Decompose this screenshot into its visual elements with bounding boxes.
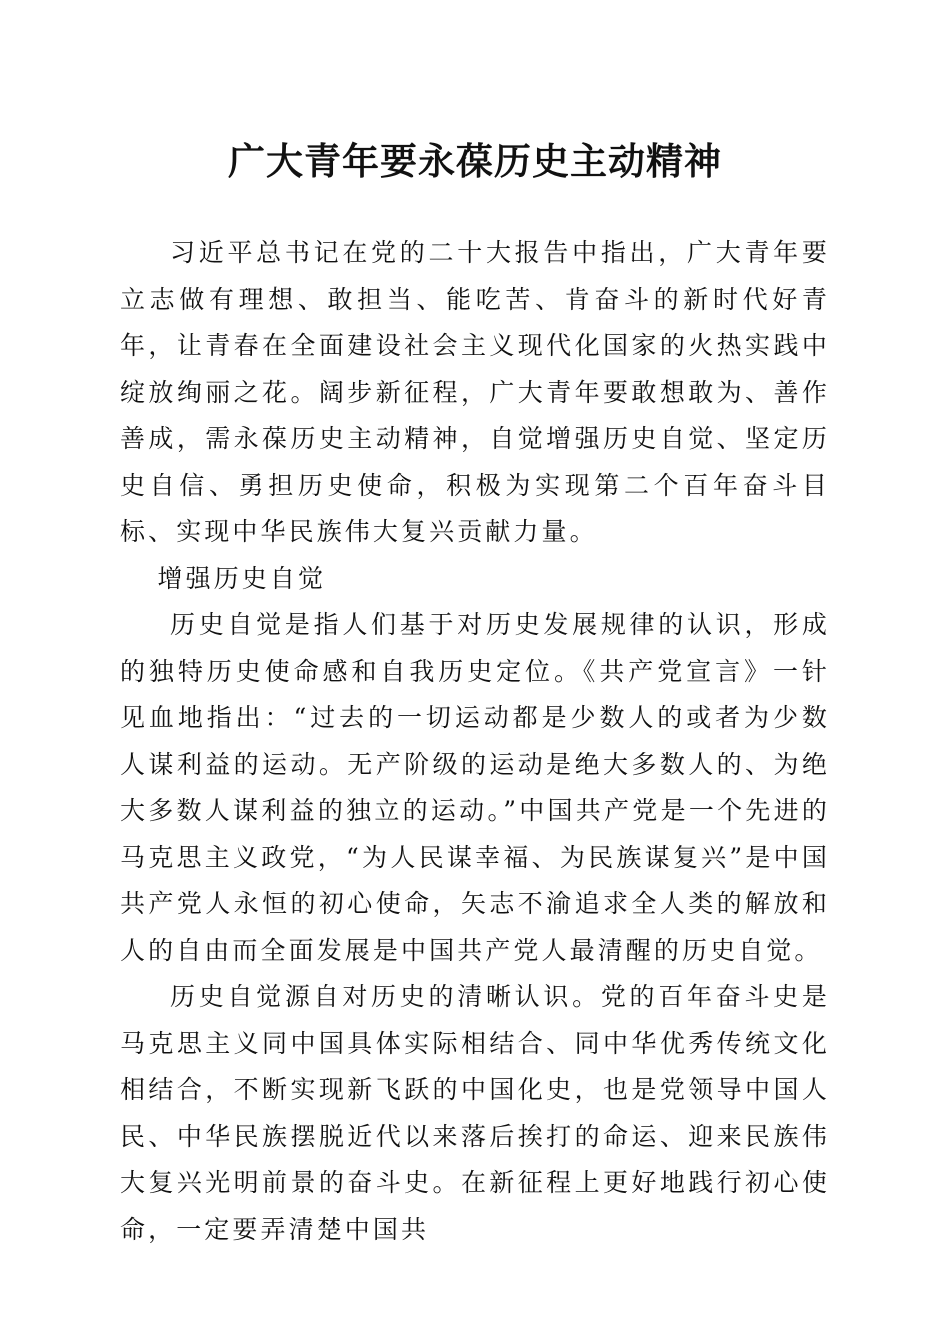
paragraph-history-awareness: 历史自觉是指人们基于对历史发展规律的认识，形成的独特历史使命感和自我历史定位。《共产党宣言》一针见血地指出：“过去的一切运动都是少数人的或者为少数人谋利益的运动。无产阶级的运动是绝大多数人的、为绝大多数人谋利益的独立的运动。”中国共产党是一个先进的马克思主义政党，“为人民谋幸福、为民族谋复兴”是中国共产党人永恒的初心使命，矢志不渝追求全人类的解放和人的自由而全面发展是中国共产党人最清醒的历史自觉。 [120, 610, 830, 965]
paragraph-intro: 习近平总书记在党的二十大报告中指出，广大青年要立志做有理想、敢担当、能吃苦、肯奋斗的新时代好青年，让青春在全面建设社会主义现代化国家的火热实践中绽放绚丽之花。阔步新征程，广大青年要敢想敢为、善作善成，需永葆历史主动精神，自觉增强历史自觉、坚定历史自信、勇担历史使命，积极为实现第二个百年奋斗目标、实现中华民族伟大复兴贡献力量。 [120, 238, 830, 546]
document-body [120, 230, 830, 1253]
paragraph-history-source: 历史自觉源自对历史的清晰认识。党的百年奋斗史是马克思主义同中国具体实际相结合、同中华优秀传统文化相结合，不断实现新飞跃的中国化史，也是党领导中国人民、中华民族摆脱近代以来落后挨打的命运、迎来民族伟大复兴光明前景的奋斗史。在新征程上更好地践行初心使命，一定要弄清楚中国共 [120, 982, 830, 1244]
section-heading: 增强历史自觉 [157, 563, 327, 593]
document-title: 广大青年要永葆历史主动精神 [228, 139, 722, 183]
